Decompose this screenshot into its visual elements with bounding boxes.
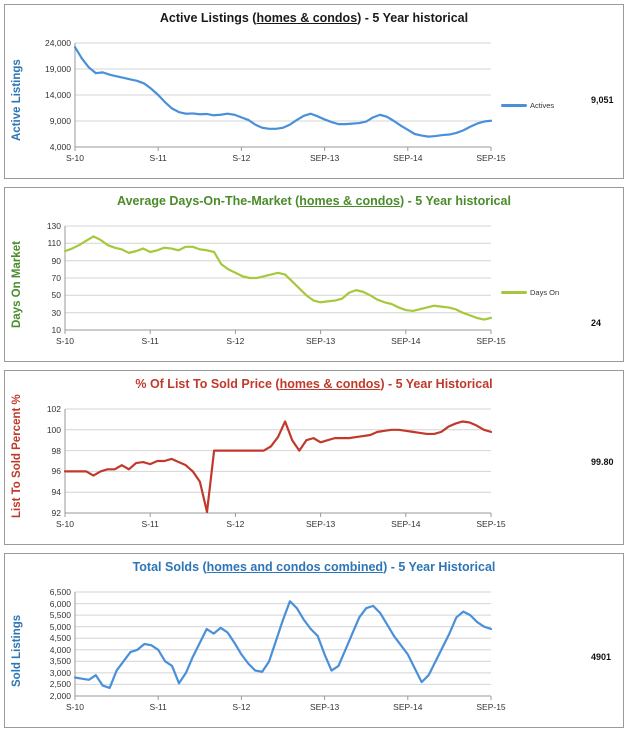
y-axis-tick: 30 bbox=[51, 307, 61, 318]
panel-title: % Of List To Sold Price (homes & condos) - 5 Year Historical bbox=[135, 377, 493, 391]
y-axis-tick: 96 bbox=[51, 466, 61, 477]
y-axis-tick: 6,000 bbox=[49, 598, 71, 609]
chart-panel-total-solds bbox=[4, 553, 624, 728]
panel-title: Total Solds (homes and condos combined) - 5 Year Historical bbox=[132, 560, 496, 574]
x-axis-tick: S-12 bbox=[226, 336, 245, 346]
y-axis-tick: 110 bbox=[47, 238, 61, 249]
y-axis-tick: 2,000 bbox=[49, 691, 71, 701]
x-axis-tick: S-11 bbox=[149, 702, 167, 712]
plot-area bbox=[31, 222, 611, 352]
y-axis-label: List To Sold Percent % bbox=[11, 394, 23, 518]
y-axis-label: Sold Listings bbox=[11, 614, 23, 688]
x-axis-tick: SEP-14 bbox=[391, 336, 421, 346]
x-axis-tick: S-12 bbox=[226, 519, 245, 529]
x-axis-tick: SEP-14 bbox=[393, 153, 423, 163]
panel-title: Average Days-On-The-Market (homes & condos) - 5 Year historical bbox=[117, 194, 511, 208]
x-axis-tick: S-10 bbox=[56, 336, 74, 346]
x-axis-tick: SEP-13 bbox=[309, 702, 340, 712]
y-axis-tick: 70 bbox=[51, 273, 61, 283]
legend-label: Actives bbox=[530, 101, 555, 110]
end-value-label: 99.80 bbox=[591, 457, 614, 467]
x-axis-tick: S-11 bbox=[141, 336, 159, 346]
x-axis-tick: SEP-13 bbox=[305, 519, 336, 529]
panel-title: Active Listings (homes & condos) - 5 Year historical bbox=[159, 11, 469, 25]
y-axis-tick: 24,000 bbox=[45, 38, 71, 48]
y-axis-tick: 4,000 bbox=[49, 142, 71, 152]
y-axis-tick: 3,000 bbox=[49, 667, 71, 678]
x-axis-tick: S-10 bbox=[66, 153, 84, 163]
x-axis-tick: SEP-14 bbox=[391, 519, 421, 529]
y-axis-tick: 2,500 bbox=[49, 679, 71, 690]
y-axis-label: Active Listings bbox=[11, 59, 23, 142]
y-axis-tick: 130 bbox=[46, 221, 61, 231]
y-axis-tick: 5,500 bbox=[49, 610, 71, 621]
chart-svg bbox=[31, 222, 611, 352]
x-axis-tick: SEP-15 bbox=[476, 153, 506, 163]
x-axis-tick: S-12 bbox=[232, 702, 251, 712]
y-axis-tick: 98 bbox=[51, 445, 61, 456]
x-axis-tick: SEP-13 bbox=[305, 336, 336, 346]
y-axis-tick: 94 bbox=[51, 487, 61, 498]
y-axis-label: Days On Market bbox=[11, 241, 23, 329]
x-axis-tick: S-11 bbox=[149, 153, 167, 163]
y-axis-tick: 10 bbox=[51, 325, 61, 335]
x-axis-tick: S-12 bbox=[232, 153, 251, 163]
x-axis-tick: SEP-13 bbox=[309, 153, 340, 163]
legend-label: Days On bbox=[530, 288, 560, 297]
legend-swatch bbox=[501, 291, 527, 294]
y-axis-tick: 4,500 bbox=[49, 633, 71, 644]
chart-panel-list-to-sold bbox=[4, 370, 624, 545]
x-axis-tick: S-11 bbox=[141, 519, 159, 529]
plot-area bbox=[31, 588, 611, 718]
chart-svg bbox=[31, 405, 611, 535]
end-value-label: 4901 bbox=[591, 652, 612, 662]
chart-svg bbox=[31, 588, 611, 718]
x-axis-tick: SEP-14 bbox=[393, 702, 423, 712]
x-axis-tick: SEP-15 bbox=[476, 336, 506, 346]
y-axis-tick: 50 bbox=[51, 290, 61, 301]
y-axis-tick: 3,500 bbox=[49, 656, 71, 667]
y-axis-tick: 4,000 bbox=[49, 644, 71, 655]
end-value-label: 24 bbox=[591, 318, 602, 328]
end-value-label: 9,051 bbox=[591, 95, 614, 105]
plot-area bbox=[31, 38, 614, 169]
x-axis-tick: SEP-15 bbox=[476, 519, 506, 529]
chart-legend bbox=[501, 101, 554, 110]
x-axis-tick: S-10 bbox=[56, 519, 74, 529]
y-axis-tick: 90 bbox=[51, 255, 61, 266]
chart-legend bbox=[501, 288, 559, 297]
y-axis-tick: 14,000 bbox=[45, 90, 71, 100]
y-axis-tick: 6,500 bbox=[49, 587, 71, 597]
legend-swatch bbox=[501, 104, 527, 107]
x-axis-tick: S-10 bbox=[66, 702, 84, 712]
chart-panel-active-listings bbox=[4, 4, 624, 179]
y-axis-tick: 102 bbox=[46, 404, 61, 414]
plot-area bbox=[31, 404, 614, 535]
chart-panel-days-on-market bbox=[4, 187, 624, 362]
y-axis-tick: 19,000 bbox=[45, 64, 71, 74]
y-axis-tick: 100 bbox=[46, 424, 61, 435]
y-axis-tick: 92 bbox=[51, 508, 61, 518]
y-axis-tick: 5,000 bbox=[49, 621, 71, 632]
x-axis-tick: SEP-15 bbox=[476, 702, 506, 712]
y-axis-tick: 9,000 bbox=[49, 116, 71, 126]
